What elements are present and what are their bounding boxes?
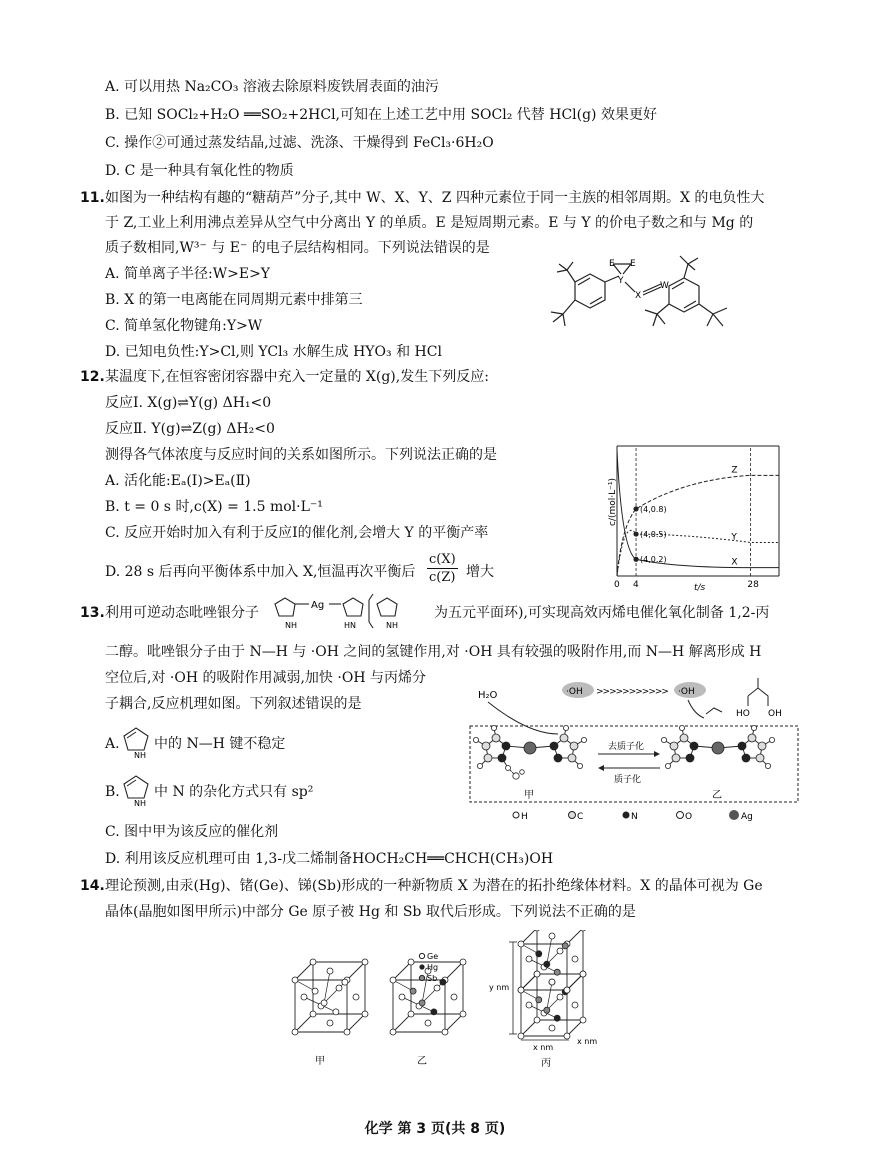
q10-option-d: D. C 是一种具有氧化性的物质: [105, 163, 294, 179]
cube-bing-atom-12: [526, 1002, 532, 1008]
mol-yi-atom-9: [758, 742, 766, 750]
cube-jia-atom-16: [321, 1000, 327, 1006]
cube-yi-atom-11: [425, 1020, 431, 1026]
q13-struct-ag: Ag: [311, 600, 325, 611]
q11-option-a: A. 简单离子半径:W>E>Y: [105, 266, 271, 282]
chart-point-Y: [633, 531, 638, 536]
cube-jia-atom-5: [362, 959, 368, 965]
mol-yi-atom-11: [661, 737, 666, 742]
cube-bing-atom-14: [536, 997, 542, 1003]
cube-jia-atom-4: [310, 959, 316, 965]
cube-bing-atom-10: [549, 933, 555, 939]
q13-option-c: C. 图中甲为该反应的催化剂: [105, 824, 279, 840]
q13-legend-o: O: [685, 812, 693, 822]
chart-annotation-0: (4,0.8): [640, 504, 667, 514]
chart-xlabel: t/s: [694, 583, 706, 592]
cube-jia-edge-9: [347, 962, 365, 980]
cube-yi-ibond-0: [393, 980, 413, 991]
q13-option-a-label: A.: [105, 736, 120, 752]
mol-yi-atom-16: [765, 763, 770, 768]
q11-option-d: D. 已知电负性:Y>Cl,则 YCl₃ 水解生成 HYO₃ 和 HCl: [105, 344, 442, 360]
cube-yi-atom-14: [410, 988, 416, 994]
q13-option-a: 中的 N—H 键不稳定: [154, 736, 286, 752]
q11-fig-e2: E: [630, 259, 636, 269]
q12-option-d-numerator: c(X): [429, 552, 456, 567]
cube-bing-atom-5: [580, 930, 586, 931]
mol-jia-oh-o: [513, 773, 519, 779]
q12-stem-line2: 测得各气体浓度与反应时间的关系如图所示。下列说法正确的是: [105, 447, 497, 463]
cube-yi-atom-17: [431, 1009, 437, 1015]
q13-fig-protonation: 质子化: [614, 775, 642, 785]
chart-annotation-1: (4,0.5): [640, 530, 667, 540]
q11-fig-w: W: [660, 281, 669, 291]
cube-yi-atom-16: [419, 1000, 425, 1006]
q12-option-d-suffix: 增大: [466, 564, 494, 580]
mol-yi-atom-15: [751, 725, 756, 730]
cube-bing-atom-2: [564, 987, 570, 993]
cube-bing-atom-2: [564, 1033, 570, 1039]
chart-x-tick-0: 0: [614, 580, 620, 590]
q12-stem-line1: 某温度下,在恒容密闭容器中充入一定量的 X(g),发生下列反应:: [105, 369, 489, 385]
mol-yi-atom-5: [712, 742, 724, 754]
q13-stem-line4: 子耦合,反应机理如图。下列叙述错误的是: [105, 696, 362, 712]
cube-yi-atom-9: [434, 985, 440, 991]
q14-legend-ge: Ge: [427, 952, 439, 961]
mol-jia-atom-12: [491, 725, 496, 730]
svg-text:NH: NH: [134, 799, 146, 808]
cube-jia-ibond-0: [295, 980, 315, 991]
q13-fig-deprotonation: 去质子化: [608, 742, 645, 752]
cube-yi-atom-7: [408, 1011, 414, 1017]
cube-bing-atom-16: [544, 961, 550, 967]
q11-fig-y: Y: [618, 276, 624, 286]
mol-jia-atom-14: [581, 737, 586, 742]
chart-series-label-X: X: [731, 557, 738, 568]
q13-struct-nh-ring: NH: [386, 621, 398, 630]
q14-number: 14.: [80, 878, 105, 894]
cube-jia-atom-13: [353, 994, 359, 1000]
cube-bing-atom-4: [534, 930, 540, 931]
mol-jia-atom-3: [498, 754, 506, 762]
mol-yi-atom-4: [672, 754, 680, 762]
svg-text:NH: NH: [134, 751, 146, 760]
cube-jia-edge-10: [347, 1014, 365, 1032]
q14-fig-x-nm: x nm: [533, 1043, 554, 1052]
mol-jia-atom-9: [570, 742, 578, 750]
cube-bing-atom-15: [562, 943, 568, 949]
mol-yi-atom-7: [742, 754, 750, 762]
q11-fig-x: X: [635, 291, 642, 301]
cube-bing-atom-3: [518, 1033, 524, 1039]
q12-option-d: D. 28 s 后再向平衡体系中加入 X,恒温再次平衡后: [105, 564, 416, 580]
q14-fig-bing: 丙: [541, 1058, 551, 1069]
q12-option-b: B. t = 0 s 时,c(X) = 1.5 mol·L⁻¹: [105, 499, 323, 515]
q12-reaction-1: 反应Ⅰ. X(g)⇌Y(g) ΔH₁<0: [105, 395, 272, 411]
q13-option-b-ring-icon: [120, 772, 156, 808]
cube-bing-atom-11: [549, 979, 555, 985]
mol-yi-atom-3: [686, 754, 694, 762]
mol-jia-atom-4: [484, 754, 492, 762]
mol-jia-atom-2: [502, 742, 510, 750]
cube-bing-atom-13: [572, 1002, 578, 1008]
q13-fig-ho: HO: [736, 709, 750, 719]
mol-jia-atom-15: [563, 725, 568, 730]
cube-yi-atom-4: [408, 959, 414, 965]
cube-bing-atom-6: [580, 971, 586, 977]
q13-legend-ag: Ag: [741, 812, 753, 822]
q11-stem-line2: 于 Z,工业上利用沸点差异从空气中分离出 Y 的单质。E 是短周期元素。E 与 Y 的价电子数之和与 Mg 的: [105, 215, 754, 231]
q13-fig-oh3: OH: [768, 709, 782, 719]
mol-jia-atom-1: [492, 734, 500, 742]
cube-bing-atom-9: [557, 994, 563, 1000]
q12-option-a: A. 活化能:Eₐ(Ⅰ)>Eₐ(Ⅱ): [105, 473, 251, 489]
mol-yi-atom-10: [748, 734, 756, 742]
q13-fig-yi: 乙: [712, 790, 722, 801]
chart-ylabel: c/(mol·L⁻¹): [608, 477, 618, 526]
q13-stem-line1c: 为五元平面环),可实现高效丙烯电催化氧化制备 1,2-丙: [434, 605, 770, 621]
q13-option-d: D. 利用该反应机理可由 1,3-戊二烯制备HOCH₂CH══CHCH(CH₃)OH: [105, 851, 554, 867]
cube-yi-atom-15: [440, 979, 446, 985]
q13-number: 13.: [80, 605, 105, 621]
q13-legend-h: H: [521, 812, 528, 822]
q12-option-d-denominator: c(Z): [429, 570, 456, 585]
cube-jia-atom-2: [344, 1029, 350, 1035]
q12-reaction-2: 反应Ⅱ. Y(g)⇌Z(g) ΔH₂<0: [105, 421, 275, 437]
q13-legend-n: N: [631, 812, 638, 822]
q12-option-c: C. 反应开始时加入有利于反应Ⅰ的催化剂,会增大 Y 的平衡产率: [105, 525, 489, 541]
q14-fig-jia: 甲: [315, 1056, 325, 1067]
q11-option-c: C. 简单氢化物键角:Y>W: [105, 318, 263, 334]
cube-bing-atom-7: [534, 1017, 540, 1023]
cube-bing-atom-12: [526, 956, 532, 962]
chart-x-tick-4: 4: [633, 580, 639, 590]
mol-jia-atom-16: [577, 763, 582, 768]
q10-option-a: A. 可以用热 Na₂CO₃ 溶液去除原料废铁屑表面的油污: [105, 79, 439, 95]
q13-stem-line2: 二醇。吡唑银分子由于 N—H 与 ·OH 之间的氢键作用,对 ·OH 具有较强的吸附作用,而 N—H 解离形成 H: [105, 644, 762, 660]
q13-mechanism-figure: [468, 674, 800, 824]
q14-legend-sb: Sb: [427, 974, 438, 983]
chart-point-X: [633, 557, 638, 562]
cube-jia-atom-7: [310, 1011, 316, 1017]
cube-jia-atom-14: [312, 988, 318, 994]
cube-bing-atom-17: [554, 969, 560, 975]
cube-bing-atom-14: [536, 951, 542, 957]
cube-jia-atom-17: [333, 1009, 339, 1015]
q13-fig-h2o: H₂O: [478, 690, 498, 701]
cube-bing-atom-3: [518, 987, 524, 993]
mol-jia-atom-10: [560, 734, 568, 742]
mol-jia-atom-0: [482, 742, 490, 750]
q14-fig-x-nm-depth: x nm: [577, 1037, 598, 1046]
mol-jia-atom-5: [524, 742, 536, 754]
q13-legend-c: C: [577, 812, 584, 822]
chart-x-tick-28: 28: [747, 580, 759, 590]
cube-jia-atom-15: [342, 979, 348, 985]
cube-bing-atom-9: [557, 948, 563, 954]
q13-fig-arrows: >>>>>>>>>>>: [596, 687, 668, 697]
q13-fig-oh1: ·OH: [566, 687, 583, 697]
mol-jia-atom-11: [473, 737, 478, 742]
q13-fig-jia: 甲: [524, 790, 534, 801]
q13-struct-hn: HN: [344, 621, 356, 630]
q13-pyrazole-silver-structure: [271, 590, 431, 638]
cube-bing-atom-13: [572, 956, 578, 962]
page-footer: 化学 第 3 页(共 8 页): [364, 1121, 506, 1137]
q12-number: 12.: [80, 369, 105, 385]
cube-bing-atom-16: [544, 1007, 550, 1013]
cube-yi-edge-11: [393, 1014, 411, 1032]
q14-fig-y-nm: y nm: [489, 983, 510, 992]
q11-option-b: B. X 的第一电离能在同周期元素中排第三: [105, 292, 363, 308]
mol-jia-atom-7: [554, 754, 562, 762]
chart-series-label-Z: Z: [731, 465, 738, 476]
q11-number: 11.: [80, 190, 105, 206]
cube-bing-atom-6: [580, 1017, 586, 1023]
mol-yi-atom-8: [756, 754, 764, 762]
mol-yi-atom-0: [670, 742, 678, 750]
cube-jia-atom-10: [327, 968, 333, 974]
q11-stem-line3: 质子数相同,W³⁻ 与 E⁻ 的电子层结构相同。下列说法错误的是: [105, 240, 490, 256]
q13-option-b-label: B.: [105, 784, 120, 800]
q14-stem-line2: 晶体(晶胞如图甲所示)中部分 Ge 原子被 Hg 和 Sb 取代后形成。下列说法不正确的是: [105, 904, 636, 920]
cube-yi-atom-0: [390, 977, 396, 983]
q13-stem-line3: 空位后,对 ·OH 的吸附作用减弱,加快 ·OH 与丙烯分: [105, 670, 426, 686]
q14-legend-hg: Hg: [427, 963, 439, 972]
q13-struct-nh: NH: [285, 621, 297, 630]
cube-jia-atom-0: [292, 977, 298, 983]
cube-jia-atom-12: [301, 994, 307, 1000]
cube-jia-atom-6: [362, 1011, 368, 1017]
q11-stem-line1: 如图为一种结构有趣的“糖葫芦”分子,其中 W、X、Y、Z 四种元素位于同一主族的相邻周期。X 的电负性大: [105, 190, 765, 206]
chart-point-Z: [633, 506, 638, 511]
mol-yi-atom-2: [690, 742, 698, 750]
mol-yi-atom-6: [738, 742, 746, 750]
q14-fig-yi: 乙: [417, 1056, 427, 1067]
cube-bing-atom-17: [554, 1015, 560, 1021]
cube-bing-atom-7: [534, 971, 540, 977]
cube-yi-edge-10: [445, 1014, 463, 1032]
q13-option-a-ring-icon: [120, 724, 156, 760]
cube-yi-atom-5: [460, 959, 466, 965]
mol-jia-atom-8: [568, 754, 576, 762]
q13-fig-oh2: ·OH: [678, 687, 695, 697]
mol-jia-atom-6: [550, 742, 558, 750]
q11-fig-e1: E: [609, 259, 615, 269]
cube-bing-atom-0: [518, 941, 524, 947]
q13-option-b: 中 N 的杂化方式只有 sp²: [154, 784, 314, 800]
cube-bing-atom-11: [549, 1025, 555, 1031]
mol-yi-atom-1: [680, 734, 688, 742]
cube-jia-atom-11: [327, 1020, 333, 1026]
cube-yi-edge-9: [445, 962, 463, 980]
q10-option-b: B. 已知 SOCl₂+H₂O ══SO₂+2HCl,可知在上述工艺中用 SOCl₂ 代替 HCl(g) 效果更好: [105, 107, 657, 123]
q14-stem-line1: 理论预测,由汞(Hg)、锗(Ge)、锑(Sb)形成的一种新物质 X 为潜在的拓扑绝缘体材料。X 的晶体可视为 Ge: [105, 878, 763, 894]
mol-yi-atom-14: [769, 737, 774, 742]
chart-series-label-Y: Y: [731, 532, 737, 543]
cube-jia-edge-11: [295, 1014, 313, 1032]
cube-yi-atom-2: [442, 1029, 448, 1035]
cube-yi-atom-13: [451, 994, 457, 1000]
q11-molecule-figure: [535, 252, 750, 342]
chart-annotation-2: (4,0.2): [640, 555, 667, 565]
cube-jia-edge-8: [295, 962, 313, 980]
cube-jia-atom-9: [336, 985, 342, 991]
cube-jia-atom-3: [292, 1029, 298, 1035]
q10-option-c: C. 操作②可通过蒸发结晶,过滤、洗涤、干燥得到 FeCl₃·6H₂O: [105, 135, 494, 151]
mol-jia-oh-h: [520, 770, 525, 775]
mol-jia-nh-h: [506, 766, 511, 771]
q12-concentration-chart: [595, 440, 785, 592]
q13-stem-line1a: 利用可逆动态吡唑银分子: [105, 605, 259, 621]
mol-jia-atom-13: [477, 763, 482, 768]
cube-yi-edge-8: [393, 962, 411, 980]
cube-yi-atom-12: [399, 994, 405, 1000]
mol-yi-atom-12: [679, 725, 684, 730]
mol-yi-atom-13: [665, 763, 670, 768]
cube-yi-atom-3: [390, 1029, 396, 1035]
q14-crystal-figure: [285, 930, 605, 1080]
cube-yi-atom-6: [460, 1011, 466, 1017]
